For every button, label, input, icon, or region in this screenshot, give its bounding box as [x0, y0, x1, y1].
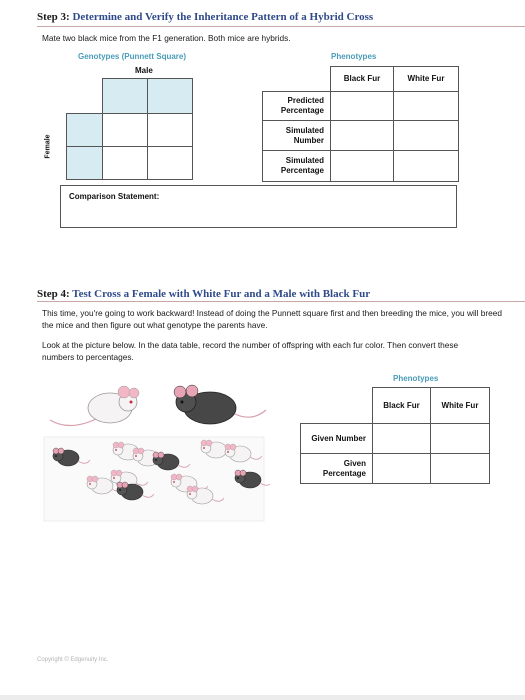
- black-male-parent-mouse: [174, 385, 266, 424]
- punnett-cell-1-2[interactable]: [147, 113, 193, 147]
- given-percentage-white-cell[interactable]: [430, 453, 490, 484]
- simulated-percentage-white-cell[interactable]: [393, 150, 459, 182]
- step4-col-black-fur: Black Fur: [372, 387, 431, 424]
- female-allele-1-cell[interactable]: [66, 113, 103, 147]
- male-allele-2-cell[interactable]: [147, 78, 193, 114]
- male-allele-1-cell[interactable]: [102, 78, 148, 114]
- step4-heading: [37, 288, 370, 300]
- simulated-percentage-black-cell[interactable]: [330, 150, 394, 182]
- step3-label: Step 3:: [37, 11, 70, 23]
- given-percentage-black-cell[interactable]: [372, 453, 431, 484]
- simulated-number-white-cell[interactable]: [393, 120, 459, 151]
- step3-instruction: Mate two black mice from the F1 generation. Both mice are hybrids.: [42, 33, 291, 43]
- step3-col-black-fur: Black Fur: [330, 66, 394, 92]
- row-predicted-percentage: Predicted Percentage: [262, 91, 331, 121]
- mice-illustration: [40, 380, 270, 522]
- step3-phenotypes-caption: Phenotypes: [331, 52, 377, 61]
- punnett-cell-2-2[interactable]: [147, 146, 193, 180]
- step4-phenotypes-caption: Phenotypes: [393, 374, 439, 383]
- punnett-cell-1-1[interactable]: [102, 113, 148, 147]
- step4-paragraph-2: Look at the picture below. In the data table, record the number of offspring with each fur color. Then convert these numbers to percentages.: [42, 340, 459, 362]
- row-given-number: Given Number: [300, 423, 373, 454]
- simulated-number-black-cell[interactable]: [330, 120, 394, 151]
- step4-title: Test Cross a Female with White Fur and a Male with Black Fur: [72, 288, 371, 300]
- step4-col-white-fur: White Fur: [430, 387, 490, 424]
- step3-col-white-fur: White Fur: [393, 66, 459, 92]
- row-given-percentage: Given Percentage: [300, 453, 373, 484]
- page-bottom-strip: [0, 695, 525, 700]
- copyright-footer: Copyright © Edgenuity Inc.: [37, 657, 109, 663]
- given-number-white-cell[interactable]: [430, 423, 490, 454]
- female-allele-2-cell[interactable]: [66, 146, 103, 180]
- step4-rule: [37, 301, 525, 302]
- given-number-black-cell[interactable]: [372, 423, 431, 454]
- comparison-statement-label: Comparison Statement:: [69, 192, 160, 201]
- predicted-white-cell[interactable]: [393, 91, 459, 121]
- female-label: Female: [44, 134, 52, 159]
- row-simulated-number: Simulated Number: [262, 120, 331, 151]
- row-simulated-percentage: Simulated Percentage: [262, 150, 331, 182]
- punnett-cell-2-1[interactable]: [102, 146, 148, 180]
- step3-heading: [37, 11, 373, 23]
- genotypes-caption: Genotypes (Punnett Square): [78, 52, 187, 61]
- step3-title: Determine and Verify the Inheritance Pattern of a Hybrid Cross: [72, 11, 374, 23]
- step4-paragraph-1: This time, you're going to work backward! Instead of doing the Punnett square first and then breeding the mice, you will breed the mice and then figure out what genotype the parents have.: [42, 308, 503, 330]
- white-female-parent-mouse: [50, 386, 139, 426]
- step3-rule: [37, 26, 525, 27]
- comparison-statement-box[interactable]: [60, 185, 457, 228]
- male-label: Male: [135, 66, 153, 75]
- predicted-black-cell[interactable]: [330, 91, 394, 121]
- step4-label: Step 4:: [37, 288, 70, 300]
